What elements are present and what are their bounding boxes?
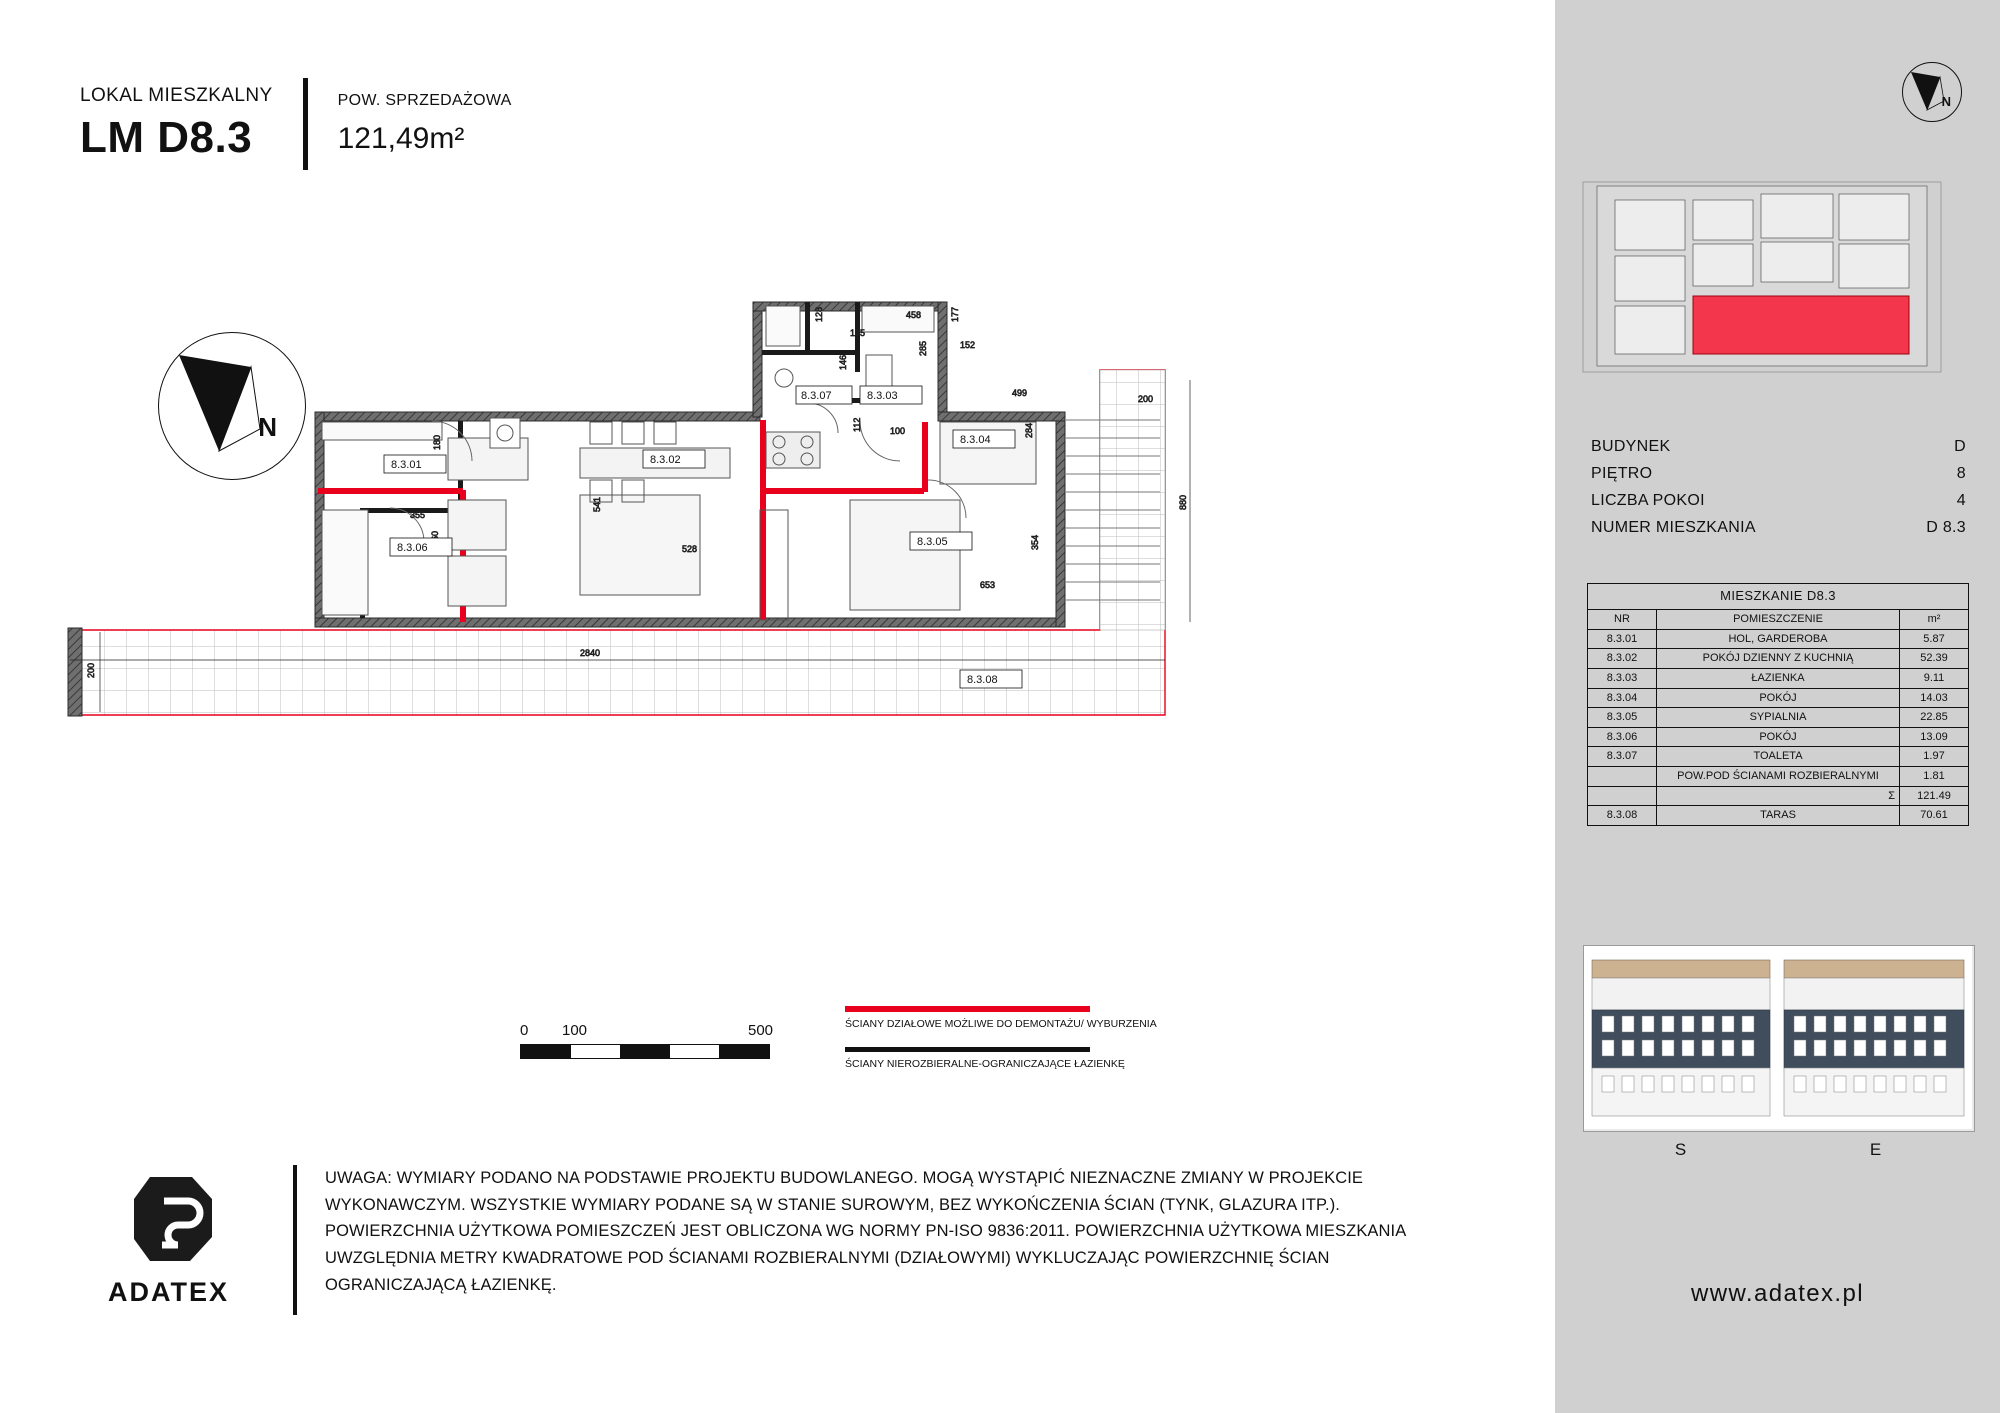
svg-text:284: 284 bbox=[1024, 422, 1034, 438]
cell-m2: 1.81 bbox=[1900, 767, 1969, 787]
cell-m2: 1.97 bbox=[1900, 747, 1969, 767]
compass-north-label: N bbox=[258, 412, 277, 442]
svg-text:528: 528 bbox=[682, 544, 698, 554]
unit-type-label: LOKAL MIESZKALNY bbox=[80, 85, 273, 106]
disclaimer-text: UWAGA: WYMIARY PODANO NA PODSTAWIE PROJEKTU BUDOWLANEGO. MOGĄ WYSTĄPIĆ NIEZNACZNE ZMIANY W PROJEKCIE WYKONAWCZYM. WSZYSTKIE WYMIARY PODANE SĄ W STANIE SUROWYM, BEZ WYKOŃCZENIA ŚCIAN (TYNK, GLAZURA ITP.). POWIERZCHNIA UŻYTKOWA POMIESZCZEŃ JEST OBLICZONA WG NORMY PN-ISO 9836:2011. POWIERZCHNIA UŻYTKOWA MIESZKANIA UWZGLĘDNIA METRY KWADRATOWE POD ŚCIANAMI ROZBIERALNYMI (DZIAŁOWYMI) WYKLUCZAJĄC POWIERZCHNIĘ ŚCIAN OGRANICZAJĄCĄ ŁAZIENKĘ. bbox=[325, 1169, 1406, 1294]
info-label: PIĘTRO bbox=[1591, 465, 1653, 482]
table-row bbox=[1588, 747, 1969, 767]
svg-text:8.3.05: 8.3.05 bbox=[917, 536, 948, 548]
table-caption: MIESZKANIE D8.3 bbox=[1588, 584, 1969, 610]
svg-text:499: 499 bbox=[1012, 388, 1028, 398]
cell-m2: 70.61 bbox=[1900, 806, 1969, 826]
cell-name: HOL, GARDEROBA bbox=[1657, 629, 1900, 649]
svg-text:100: 100 bbox=[890, 426, 906, 436]
svg-text:177: 177 bbox=[950, 306, 960, 322]
elevation-drawing bbox=[1584, 946, 1972, 1129]
svg-text:200: 200 bbox=[1138, 394, 1154, 404]
info-row-liczba-pokoi bbox=[1591, 492, 1966, 510]
adatex-mark-icon bbox=[130, 1171, 230, 1267]
floor-plan-drawing bbox=[60, 306, 1490, 880]
info-value: D 8.3 bbox=[1926, 519, 1966, 536]
info-value: 4 bbox=[1956, 492, 1966, 509]
svg-text:180: 180 bbox=[432, 434, 442, 450]
cell-nr bbox=[1588, 767, 1657, 787]
cell-nr: 8.3.06 bbox=[1588, 727, 1657, 747]
footer-note-block bbox=[100, 1165, 1425, 1315]
scale-tick-0: 0 bbox=[520, 1022, 529, 1039]
scale-bar-graphic bbox=[520, 1044, 770, 1059]
cell-m2: 9.11 bbox=[1900, 668, 1969, 688]
table-row bbox=[1588, 727, 1969, 747]
svg-text:285: 285 bbox=[918, 340, 928, 356]
elevation-label-s: S bbox=[1674, 1140, 1687, 1159]
info-label: LICZBA POKOI bbox=[1591, 492, 1705, 509]
adatex-wordmark: ADATEX bbox=[108, 1277, 230, 1307]
table-row bbox=[1588, 767, 1969, 787]
cell-name: POW.POD ŚCIANAMI ROZBIERALNYMI bbox=[1657, 767, 1900, 787]
cell-nr: 8.3.08 bbox=[1588, 806, 1657, 826]
svg-text:112: 112 bbox=[852, 417, 862, 432]
svg-text:135: 135 bbox=[850, 328, 866, 338]
table-row bbox=[1588, 708, 1969, 728]
svg-text:541: 541 bbox=[592, 496, 602, 512]
floor-plan bbox=[60, 306, 1490, 880]
key-plan-drawing bbox=[1575, 178, 1980, 378]
svg-text:146: 146 bbox=[838, 354, 848, 370]
table-caption-row bbox=[1588, 584, 1969, 610]
legend-text-demountable: ŚCIANY DZIAŁOWE MOŻLIWE DO DEMONTAŻU/ WYBURZENIA bbox=[845, 1018, 1157, 1030]
cell-nr: 8.3.04 bbox=[1588, 688, 1657, 708]
col-m2: m² bbox=[1900, 609, 1969, 629]
unit-info-list bbox=[1591, 438, 1966, 546]
cell-m2: 121.49 bbox=[1900, 786, 1969, 806]
svg-text:8.3.01: 8.3.01 bbox=[391, 459, 422, 471]
unit-code: LM D8.3 bbox=[80, 113, 253, 162]
table-row bbox=[1588, 649, 1969, 669]
svg-text:152: 152 bbox=[960, 340, 976, 350]
svg-text:458: 458 bbox=[906, 310, 922, 320]
cell-name: POKÓJ DZIENNY Z KUCHNIĄ bbox=[1657, 649, 1900, 669]
table-header-row bbox=[1588, 609, 1969, 629]
elevation-labels bbox=[1583, 1140, 1973, 1160]
info-label: NUMER MIESZKANIA bbox=[1591, 519, 1756, 536]
cell-m2: 22.85 bbox=[1900, 708, 1969, 728]
svg-text:8.3.06: 8.3.06 bbox=[397, 542, 428, 554]
svg-text:8.3.07: 8.3.07 bbox=[801, 390, 832, 402]
info-value: 8 bbox=[1956, 465, 1966, 482]
info-value: D bbox=[1954, 438, 1966, 455]
col-pomieszczenie: POMIESZCZENIE bbox=[1657, 609, 1900, 629]
legend-text-permanent: ŚCIANY NIEROZBIERALNE-OGRANICZAJĄCE ŁAZIENKĘ bbox=[845, 1058, 1125, 1071]
cell-m2: 14.03 bbox=[1900, 688, 1969, 708]
cell-name: TARAS bbox=[1657, 806, 1900, 826]
info-row-pietro bbox=[1591, 465, 1966, 483]
title-block bbox=[80, 78, 512, 170]
table-row-total bbox=[1588, 786, 1969, 806]
cell-m2: 52.39 bbox=[1900, 649, 1969, 669]
info-label: BUDYNEK bbox=[1591, 438, 1671, 455]
svg-text:200: 200 bbox=[86, 662, 96, 678]
cell-sum-symbol: Σ bbox=[1657, 786, 1900, 806]
svg-text:8.3.02: 8.3.02 bbox=[650, 454, 681, 466]
cell-m2: 5.87 bbox=[1900, 629, 1969, 649]
scale-tick-500: 500 bbox=[748, 1022, 774, 1039]
sidebar-compass-rose bbox=[1902, 62, 1962, 122]
legend bbox=[845, 1006, 1175, 1071]
cell-nr: 8.3.07 bbox=[1588, 747, 1657, 767]
svg-text:354: 354 bbox=[1030, 534, 1040, 550]
title-divider bbox=[303, 78, 308, 170]
scale-bar bbox=[520, 1022, 774, 1059]
footer-divider bbox=[293, 1165, 297, 1315]
table-row bbox=[1588, 668, 1969, 688]
website-url[interactable]: www.adatex.pl bbox=[1691, 1280, 1864, 1307]
room-schedule-table bbox=[1587, 583, 1969, 826]
table-row bbox=[1588, 688, 1969, 708]
cell-nr: 8.3.02 bbox=[1588, 649, 1657, 669]
elevation-label-e: E bbox=[1869, 1140, 1882, 1159]
cell-name: POKÓJ bbox=[1657, 727, 1900, 747]
title-left bbox=[80, 85, 273, 163]
table-row bbox=[1588, 806, 1969, 826]
info-row-numer-mieszkania bbox=[1591, 519, 1966, 537]
svg-text:8.3.08: 8.3.08 bbox=[967, 674, 998, 686]
cell-name: POKÓJ bbox=[1657, 688, 1900, 708]
col-nr: NR bbox=[1588, 609, 1657, 629]
elevation-thumbnails bbox=[1583, 945, 1975, 1132]
svg-text:355: 355 bbox=[410, 510, 426, 520]
svg-text:880: 880 bbox=[1178, 494, 1188, 510]
sidebar-compass-north-label: N bbox=[1941, 94, 1951, 109]
sales-area-value: 121,49m² bbox=[337, 122, 465, 155]
cell-nr: 8.3.03 bbox=[1588, 668, 1657, 688]
info-row-budynek bbox=[1591, 438, 1966, 456]
sales-area-label: POW. SPRZEDAŻOWA bbox=[337, 92, 512, 109]
svg-text:8.3.04: 8.3.04 bbox=[960, 434, 991, 446]
cell-name: SYPIALNIA bbox=[1657, 708, 1900, 728]
table-row bbox=[1588, 629, 1969, 649]
title-right bbox=[338, 92, 512, 156]
svg-text:8.3.03: 8.3.03 bbox=[867, 390, 898, 402]
cell-nr: 8.3.01 bbox=[1588, 629, 1657, 649]
svg-text:128: 128 bbox=[814, 306, 824, 322]
cell-nr bbox=[1588, 786, 1657, 806]
scale-tick-100: 100 bbox=[562, 1022, 588, 1039]
adatex-logo bbox=[100, 1165, 275, 1315]
cell-name: TOALETA bbox=[1657, 747, 1900, 767]
svg-text:653: 653 bbox=[980, 580, 996, 590]
legend-swatch-permanent bbox=[845, 1047, 1090, 1052]
svg-text:2840: 2840 bbox=[580, 648, 601, 658]
key-plan bbox=[1575, 178, 1980, 378]
cell-name: ŁAZIENKA bbox=[1657, 668, 1900, 688]
info-sidebar bbox=[1555, 0, 2000, 1413]
compass-needle-icon bbox=[1903, 63, 1961, 121]
legend-swatch-demountable bbox=[845, 1006, 1090, 1012]
cell-nr: 8.3.05 bbox=[1588, 708, 1657, 728]
cell-m2: 13.09 bbox=[1900, 727, 1969, 747]
